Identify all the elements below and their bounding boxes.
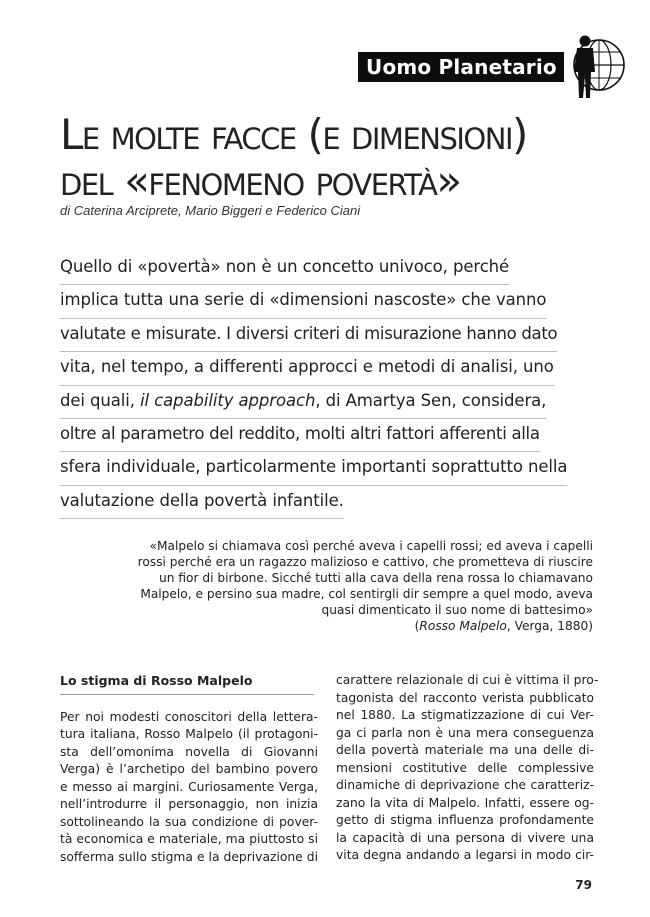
- quote-line: «Malpelo si chiamava così perché aveva i capelli rossi; ed aveva i capelli: [149, 539, 593, 553]
- quote-source-open: (: [414, 619, 420, 633]
- abstract-line: valutate e misurate. I diversi criteri di misurazione hanno dato: [60, 319, 557, 352]
- body-line: della povertà materiale ma una delle di-: [336, 743, 594, 757]
- abstract-line: vita, nel tempo, a differenti approcci e metodi di analisi, uno: [60, 352, 554, 385]
- body-line: sottolineando la sua condizione di pover-: [60, 814, 318, 829]
- body-column-right: [336, 672, 599, 865]
- body-column-left: [60, 672, 318, 866]
- body-line: nell’introdurre il personaggio, non inizia: [60, 797, 318, 811]
- abstract-text: , di Amartya Sen, considera,: [315, 390, 547, 410]
- man-globe-icon: [565, 32, 627, 102]
- section-badge: Uomo Planetario: [358, 52, 564, 82]
- body-line: sofferma sullo stigma e la deprivazione di: [60, 849, 318, 864]
- abstract-emphasis: il capability approach: [140, 390, 316, 410]
- body-line: tà economica e materiale, ma piuttosto si: [60, 832, 318, 846]
- article-authors: di Caterina Arciprete, Mario Biggeri e Federico Ciani: [60, 203, 361, 218]
- section-subheading: Lo stigma di Rosso Malpelo: [60, 672, 314, 695]
- article-abstract: [60, 252, 580, 519]
- body-line: sta dell’omonima novella di Giovanni: [60, 744, 318, 759]
- quote-line: rossi perché era un ragazzo malizioso e cattivo, che prometteva di riuscire: [137, 555, 593, 569]
- title-line-1: Le molte facce (e dimensioni): [60, 110, 527, 159]
- quote-line: Malpelo, e persino sua madre, col sentirgli dir sempre a quel modo, aveva: [140, 587, 593, 601]
- article-title: [60, 112, 640, 204]
- body-line: carattere relazionale di cui è vittima il pro-: [336, 673, 599, 687]
- quote-source-rest: , Verga, 1880): [506, 619, 593, 633]
- body-line: tura italiana, Rosso Malpelo (il protagoni-: [60, 727, 318, 741]
- body-line: Per noi modesti conoscitori della lettera-: [60, 709, 318, 724]
- abstract-line: sfera individuale, particolarmente importanti soprattutto nella: [60, 452, 567, 485]
- body-line: mensioni costitutive delle complessive: [336, 760, 594, 775]
- abstract-line: oltre al parametro del reddito, molti altri fattori afferenti alla: [60, 419, 540, 452]
- quote-line: quasi dimenticato il suo nome di battesimo»: [321, 603, 593, 617]
- body-line: la capacità di una persona di vivere una: [336, 830, 594, 845]
- abstract-line: Quello di «povertà» non è un concetto univoco, perché: [60, 252, 509, 285]
- body-line: ga ci parla non è una mera conseguenza: [336, 725, 594, 740]
- body-line: dinamiche di deprivazione che caratteriz-: [336, 778, 594, 792]
- title-line-2: del «fenomeno povertà»: [60, 156, 461, 205]
- body-line: zano la vita di Malpelo. Infatti, essere og-: [336, 795, 594, 810]
- body-line: nel 1880. La stigmatizzazione di cui Ver-: [336, 708, 594, 722]
- body-line: getto di stigma influenza profondamente: [336, 813, 594, 827]
- body-line: Verga) è l’archetipo del bambino povero: [60, 762, 318, 776]
- page-number: 79: [575, 878, 592, 892]
- abstract-line: implica tutta una serie di «dimensioni nascoste» che vanno: [60, 285, 546, 318]
- abstract-text: dei quali,: [60, 390, 141, 410]
- epigraph-quote: [113, 538, 593, 634]
- quote-source: [113, 618, 593, 634]
- body-line: vita degna andando a legarsi in modo cir-: [336, 848, 594, 862]
- abstract-line: valutazione della povertà infantile.: [60, 486, 344, 519]
- body-line: e messo ai margini. Curiosamente Verga,: [60, 779, 318, 794]
- quote-line: un fior di birbone. Sicché tutti alla cava della rena rossa lo chiamavano: [159, 571, 593, 585]
- quote-source-work: Rosso Malpelo: [419, 619, 507, 633]
- abstract-line: [60, 386, 546, 419]
- body-line: tagonista del racconto verista pubblicato: [336, 690, 594, 705]
